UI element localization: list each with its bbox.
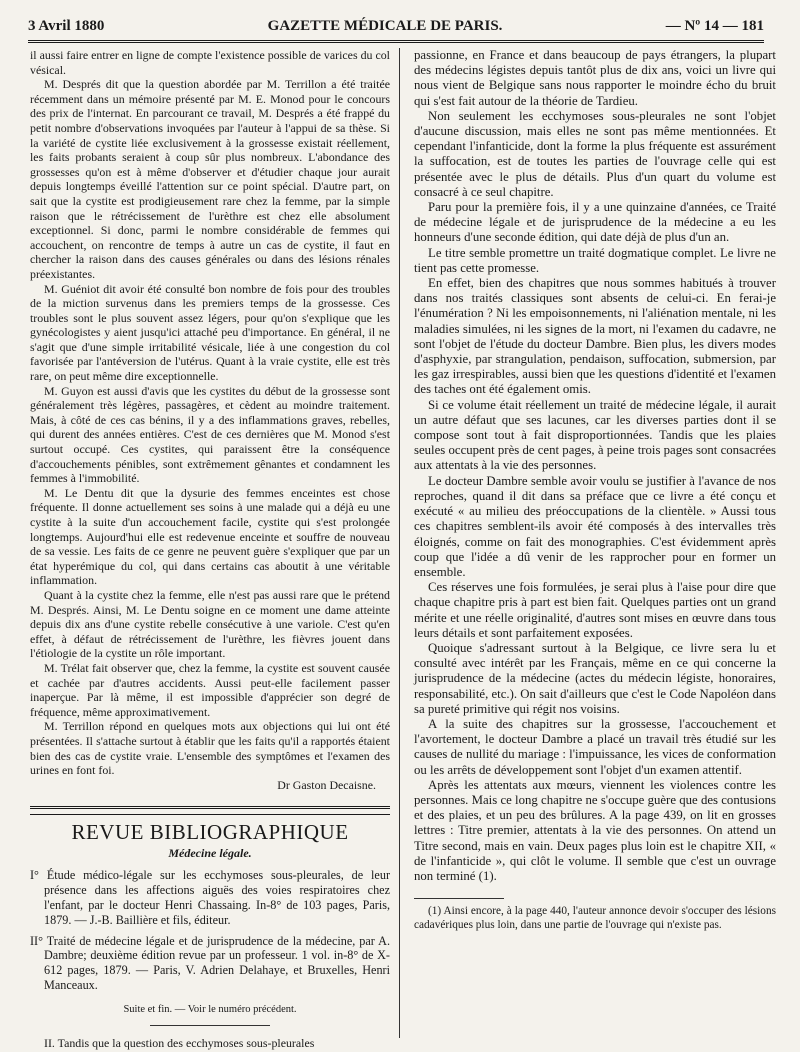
left-column bbox=[30, 48, 391, 1051]
section-separator bbox=[30, 806, 390, 815]
paragraph: M. Le Dentu dit que la dysurie des femmes enceintes est chose fréquente. Il donne actuellement ses soins à une malade qui a déjà eu une cystite à la suite d'un accouchement facile, cystite qui s'est prolongée longtemps. Aujourd'hui elle est redevenue enceinte et souffre de nouveau de sa vessie. Les faits de ce genre ne peuvent guère s'expliquer que par un état hyperémique du col, qui dans certains cas aboutit à une véritable inflammation. bbox=[30, 485, 390, 588]
paragraph: Ces réserves une fois formulées, je serai plus à l'aise pour dire que chaque chapitre pris à part est bien fait. Quelques parties ont un grand mérite et une réelle originalité, d'autres sont mises en œuvre dans tous leurs détails et sont parfaitement exposées. bbox=[414, 580, 776, 640]
header-rule bbox=[28, 40, 764, 43]
paragraph: II. Tandis que la question des ecchymoses sous-pleurales bbox=[44, 1036, 315, 1051]
entry-number: II° bbox=[30, 933, 43, 948]
entry-text: Traité de médecine légale et de jurisprudence de la médecine, par A. Dambre; deuxième édition revue par un professeur. 1 vol. in-8° de X-612 pages, 1879. — Paris, V. Adrien Delahaye, et Bruxelles, Henri Manceaux. bbox=[44, 933, 391, 993]
paragraph: M. Terrillon répond en quelques mots aux objections qui lui ont été présentées. Il s'attache surtout à établir que les faits qu'il a rapportés étaient bien des cas de cystite vraie. L'ensemble des symptômes et l'examen des urines en font foi. bbox=[30, 719, 390, 778]
journal-title: GAZETTE MÉDICALE DE PARIS. bbox=[267, 17, 503, 34]
paragraph: Quant à la cystite chez la femme, elle n'est pas aussi rare que le prétend M. Després. Ainsi, M. Le Dentu soigne en ce moment une dame atteinte depuis dix ans d'une cystite rebelle consécutive à une variole. C'est qu'en effet, à défaut de rétrécissement de l'urèthre, les fièvres jouent dans l'étiologie de la cystite un rôle important. bbox=[30, 587, 390, 661]
paragraph: Le titre semble promettre un traité dogmatique complet. Le livre ne tient pas cette promesse. bbox=[414, 245, 776, 275]
author-signature: Dr Gaston Decaisne. bbox=[277, 777, 376, 792]
right-column bbox=[414, 48, 776, 1038]
paragraph: M. Guyon est aussi d'avis que les cystites du début de la grossesse sont généralement très légères, passagères, et cèdent au moindre traitement. Mais, à côté de ces cas bénins, il y a des inflammations graves, rebelles, qui durent des années entières. C'est de ces dernières que M. Monod s'est surtout occupé. Ces cystites, qui paraissent être la conséquence d'accouchements pénibles, sont extrêmement gênantes et condamnent les femmes à l'immobilité. bbox=[30, 383, 390, 486]
paragraph: A la suite des chapitres sur la grossesse, l'accouchement et l'avortement, le docteur Dambre a placé un travail très étudié sur les causes de nullité du mariage : l'impuissance, les vices de conformation ou les arrêts de développement sont l'objet d'un examen attentif. bbox=[414, 716, 776, 777]
continued-note: Suite et fin. — Voir le numéro précédent. bbox=[123, 1003, 297, 1015]
paragraph: Paru pour la première fois, il y a une quinzaine d'années, ce Traité de médecine légale et de jurisprudence de la médecine a eu les honneurs d'une seconde édition, qui date déjà de plus d'un an. bbox=[414, 200, 776, 245]
bibliography-entry bbox=[30, 868, 390, 927]
paragraph: M. Trélat fait observer que, chez la femme, la cystite est souvent causée et cachée par d'autres accidents. Aussi peut-elle facilement passer inaperçue. Par là même, il est impossible d'apprécier son degré de fréquence, même approximativement. bbox=[30, 660, 390, 719]
paragraph: En effet, bien des chapitres que nous sommes habitués à trouver dans nos traités classiques sont absents de celui-ci. En ferai-je l'énumération ? Ni les empoisonnements, ni l'aliénation mentale, ni les maladies simulées, ni les signes de la mort, ni l'examen du cadavre, ne sont l'objet de l'étude du docteur Dambre. Bien plus, les divers modes d'asphyxie, par strangulation, pendaison, suffocation, submersion, par les gaz irrespirables, aussi bien que les questions d'identité et l'examen des taches ont été également omis. bbox=[414, 276, 776, 397]
paragraph: passionne, en France et dans beaucoup de pays étrangers, la plupart des médecins légistes depuis tantôt plus de dix ans, voici un livre qui nous vient de Belgique sans nous rapporter le moindre écho du bruit qui s'est fait autour de la théorie de Tardieu. bbox=[414, 48, 776, 108]
footnote-rule bbox=[414, 898, 504, 899]
bibliography-entry bbox=[30, 934, 390, 993]
paragraph: Après les attentats aux mœurs, viennent les violences contre les personnes. Mais ce long chapitre ne s'occupe guère que des contusions et des plaies, et un peu des brûlures. A la page 439, on lit en grosses lettres : Titre premier, attentats à la vie des personnes. On attend un Titre second, mais en vain. Deux pages plus loin est le chapitre XII, « de l'infanticide », qui clôt le volume. Il semble que c'est un ouvrage non terminé (1). bbox=[414, 777, 776, 883]
page-header bbox=[28, 12, 764, 40]
column-divider bbox=[399, 48, 400, 1038]
entry-number: I° bbox=[30, 868, 39, 883]
paragraph: il aussi faire entrer en ligne de compte l'existence possible de varices du col vésical. bbox=[30, 48, 390, 77]
section-title: REVUE BIBLIOGRAPHIQUE bbox=[71, 820, 349, 845]
entry-text: Étude médico-légale sur les ecchymoses sous-pleurales, de leur présence dans les affections aiguës des voies respiratoires chez l'enfant, par le docteur Henri Chassaing. In-8° de 103 pages, Paris, 1879. — J.-B. Baillière et fils, éditeur. bbox=[44, 868, 390, 927]
paragraph: Le docteur Dambre semble avoir voulu se justifier à l'avance de nos reproches, quand il dit dans sa préface que ce livre a été conçu et exécuté « au milieu des préoccupations de la clientèle. » Aussi tous ces chapitres semblent-ils avoir été composés à des intervalles très éloignés, comme on fait des monographies. C'est évidemment après coup que l'idée a dû venir de les rapprocher pour en former un ensemble. bbox=[414, 473, 776, 579]
paragraph: Quoique s'adressant surtout à la Belgique, ce livre sera lu et consulté avec intérêt par les Français, même en ce qui concerne la jurisprudence de la médecine (actes du médecin légiste, honoraires, responsabilité, etc.). On sait d'ailleurs que c'est le Code Napoléon dans sa pureté primitive qui régit nos voisins. bbox=[414, 640, 776, 716]
paragraph: Non seulement les ecchymoses sous-pleurales ne sont l'objet d'aucune discussion, mais elles ne sont pas même mentionnées. Et cependant l'infanticide, dont la forme la plus fréquente est assurément la suffocation, est de toutes les parties de l'ouvrage celle qui est présentée avec le plus de détails. Plus d'un quart du volume est consacré à ce seul chapitre. bbox=[414, 108, 776, 199]
paragraph: M. Guéniot dit avoir été consulté bon nombre de fois pour des troubles de la miction survenus dans les premiers temps de la grossesse. Ces troubles sont le plus souvent assez légers, pour qu'on s'explique que les gynécologistes y aient jusqu'ici attaché peu d'importance. En général, il ne s'agit que d'une simple irritabilité vésicale, liée à une congestion du col favorisée par l'antéversion de l'utérus. Quant à la vraie cystite, elle est très rare, on peut même dire exceptionnelle. bbox=[30, 281, 390, 384]
footnote: (1) Ainsi encore, à la page 440, l'auteur annonce devoir s'occuper des lésions cadavériques plus loin, dans une partie de l'ouvrage qui n'existe pas. bbox=[414, 905, 776, 931]
paragraph: Si ce volume était réellement un traité de médecine légale, il aurait un autre défaut que ses lacunes, car les diverses parties dont il se compose sont tout à fait disproportionnées. Tandis que les plaies seules occupent près de cent pages, à peine trois pages sont consacrées aux attentats à la vie des personnes. bbox=[414, 397, 776, 473]
issue-page-number: — Nº 14 — 181 bbox=[665, 17, 764, 34]
issue-date: 3 Avril 1880 bbox=[28, 17, 105, 34]
section-subtitle: Médecine légale. bbox=[168, 845, 252, 860]
short-rule bbox=[150, 1025, 270, 1026]
paragraph: M. Després dit que la question abordée par M. Terrillon a été traitée récemment dans un mémoire présenté par M. E. Monod pour le concours des prix de l'internat. En parcourant ce travail, M. Després a été frappé du petit nombre d'observations invoquées par l'auteur à l'appui de sa thèse. Si la variété de cystite liée exclusivement à la grossesse existait réellement, les faits probants seraient à coup sûr plus nombreux. L'abondance des grossesses qu'on est à même d'observer et d'étudier chaque jour aurait depuis longtemps éveillé l'attention sur ce point spécial. D'autre part, on sait que la cystite est prodigieusement rare chez la femme, par la simple raison que le rétrécissement de l'urèthre est chez elle absolument exceptionnel. Si donc, parmi le nombre considérable de femmes qui accouchent, on rencontre de temps à autre un cas de cystite, il faut en chercher la raison dans des causes générales ou dans des lésions rénales préexistantes. bbox=[30, 77, 390, 281]
